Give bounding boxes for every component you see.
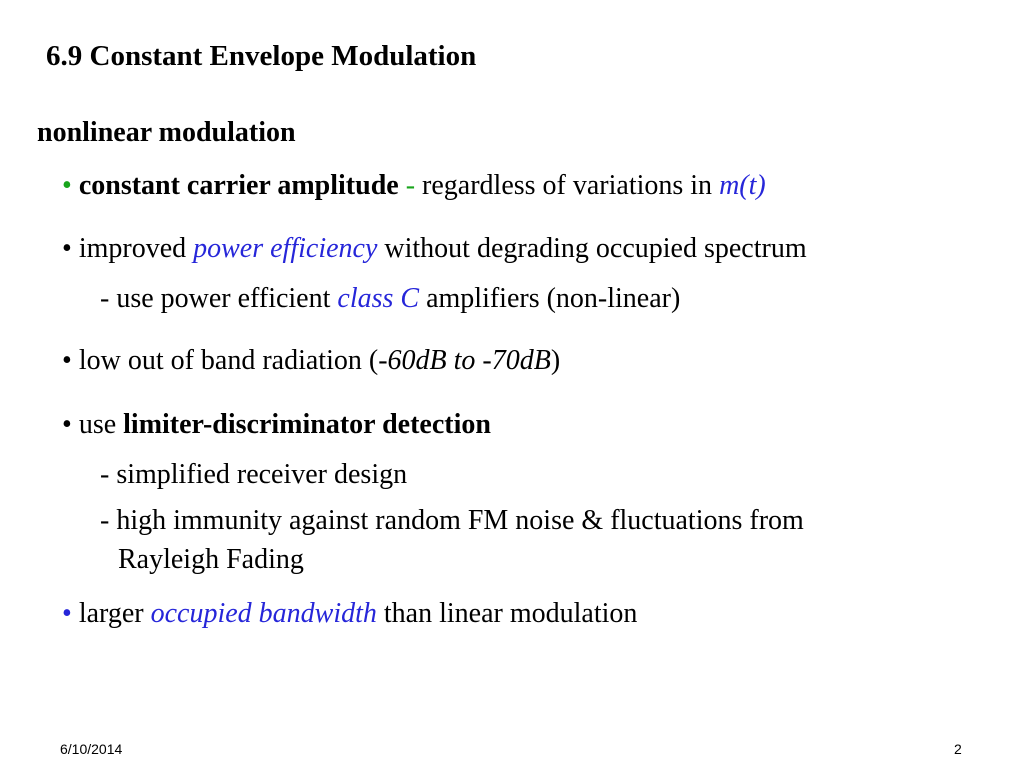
sub-item-simplified-receiver: - simplified receiver design (100, 459, 408, 490)
emphasis-class-c: class C (337, 283, 420, 314)
bullet-suffix: without degrading occupied spectrum (377, 233, 807, 264)
bullet-marker: • (62, 345, 72, 376)
bullet-prefix: low out of band radiation ( (78, 345, 379, 376)
bullet-occupied-bandwidth (62, 597, 637, 631)
sub-item-class-c (100, 282, 680, 316)
bullet-marker: • (62, 170, 72, 201)
green-dash: - (405, 170, 416, 201)
sub-item-high-immunity: - high immunity against random FM noise & fluctuations from (100, 505, 804, 536)
section-heading: nonlinear modulation (37, 117, 296, 148)
bullet-text: regardless of variations in (415, 170, 720, 201)
bullet-out-of-band (62, 344, 560, 378)
bullet-power-efficiency (62, 232, 807, 266)
slide-title: 6.9 Constant Envelope Modulation (46, 40, 477, 72)
sub-item-high-immunity-continued: Rayleigh Fading (118, 544, 304, 575)
emphasis-power-efficiency: power efficiency (193, 233, 378, 264)
bullet-prefix: use (78, 409, 124, 440)
footer-date: 6/10/2014 (60, 741, 123, 757)
bullet-bold-text: limiter-discriminator detection (123, 409, 491, 440)
sub-suffix: amplifiers (non-linear) (419, 283, 681, 314)
bullet-constant-amplitude (62, 169, 766, 203)
bullet-limiter-discriminator (62, 408, 491, 442)
bullet-marker: • (62, 233, 72, 264)
emphasis-mt: m(t) (719, 170, 766, 201)
bullet-marker: • (62, 409, 72, 440)
sub-prefix: - use power efficient (100, 283, 338, 314)
bullet-prefix: larger (78, 598, 151, 629)
bullet-suffix: than linear modulation (376, 598, 638, 629)
footer-page-number: 2 (954, 741, 962, 757)
emphasis-occupied-bandwidth: occupied bandwidth (150, 598, 377, 629)
bullet-suffix: ) (550, 345, 561, 376)
bullet-bold-text: constant carrier amplitude (78, 170, 399, 201)
emphasis-db-range: -60dB to -70dB (378, 345, 551, 376)
bullet-prefix: improved (78, 233, 194, 264)
bullet-marker: • (62, 598, 72, 629)
